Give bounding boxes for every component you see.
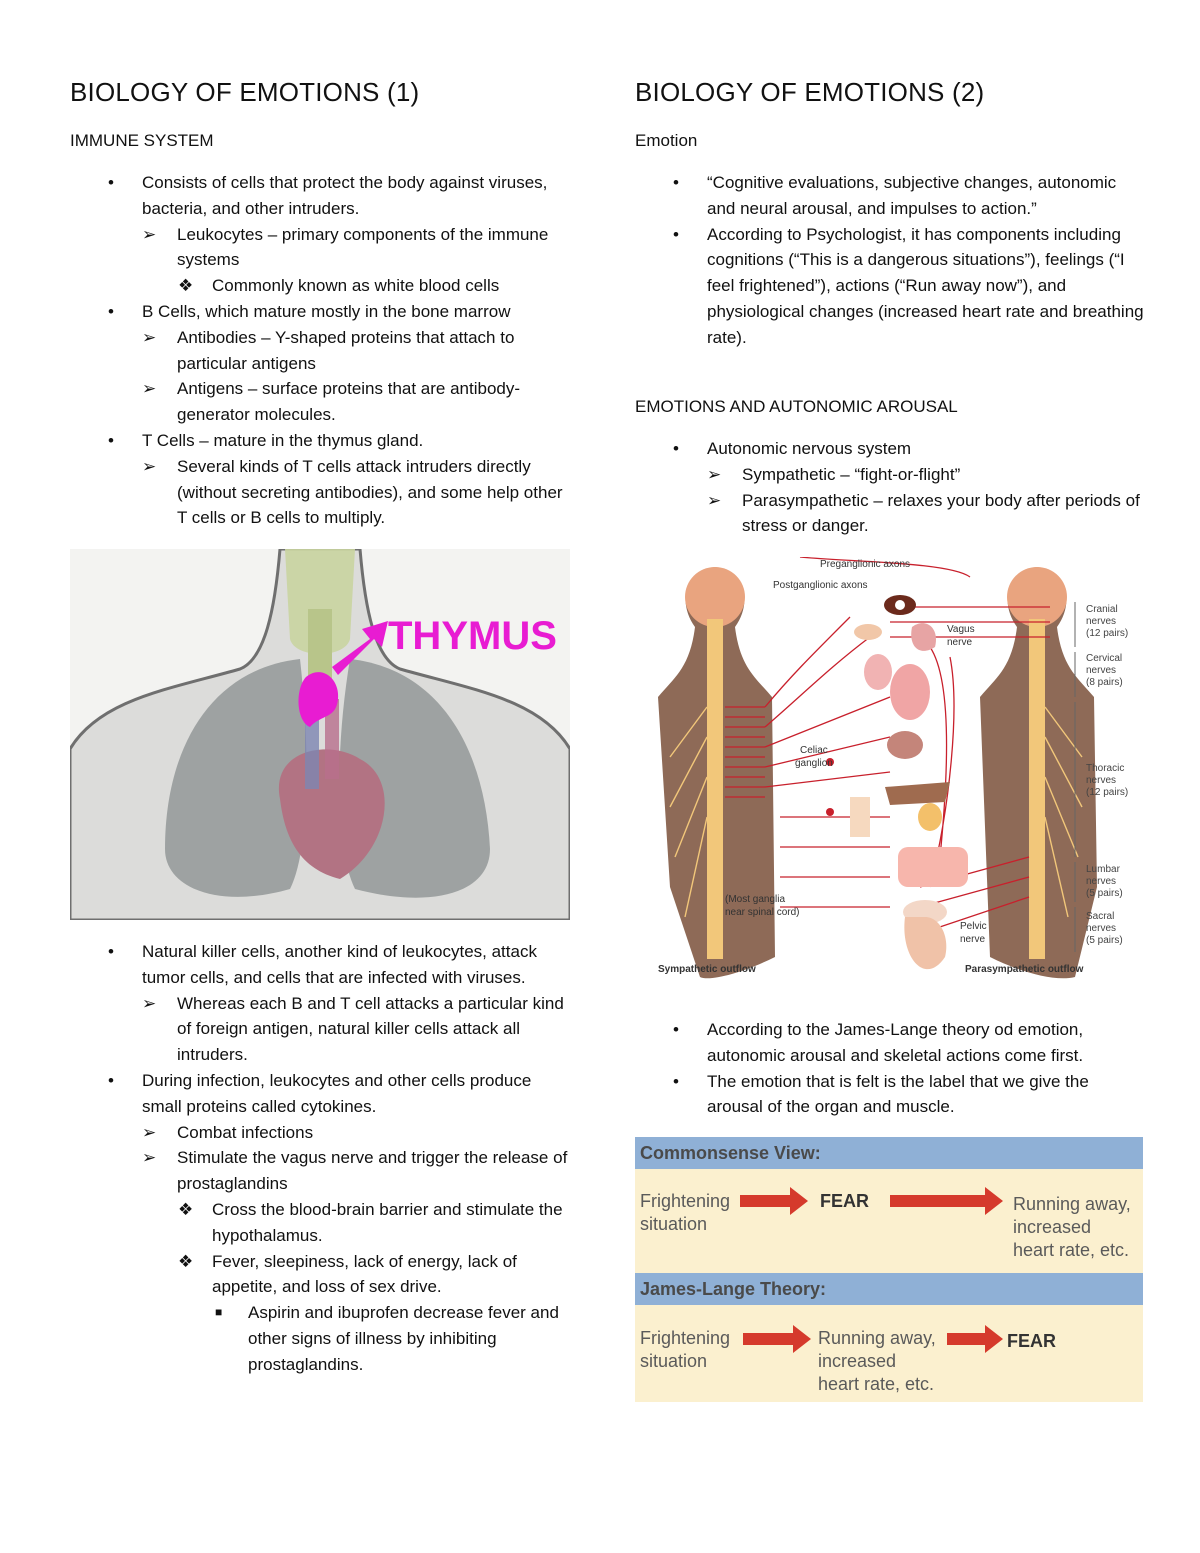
theory-figure xyxy=(635,1137,1143,1402)
cranial-2: nerves xyxy=(1086,616,1117,627)
list-item-text: Aspirin and ibuprofen decrease fever and other signs of illness by inhibiting prostaglandins. xyxy=(248,1303,559,1374)
theory-diagram xyxy=(635,1137,1143,1402)
bullet-marker: ➢ xyxy=(142,993,157,1013)
list-item xyxy=(635,488,1145,540)
page-title-right: BIOLOGY OF EMOTIONS (2) xyxy=(635,77,985,107)
sacral-2: nerves xyxy=(1086,923,1117,934)
lumbar-1: Lumbar xyxy=(1086,864,1120,875)
bullet-marker: • xyxy=(673,173,679,192)
jl-step1-line1: Frightening xyxy=(640,1328,731,1348)
section-heading-emotion: Emotion xyxy=(635,131,698,150)
james-lange-list xyxy=(635,1017,1145,1120)
lumbar-2: nerves xyxy=(1086,876,1117,887)
cranial-3: (12 pairs) xyxy=(1086,628,1129,639)
list-item-text: Whereas each B and T cell attacks a particular kind of foreign antigen, natural killer cells attack all intruders. xyxy=(177,993,564,1065)
celiac-label-1: Celiac xyxy=(800,745,828,756)
bullet-marker: • xyxy=(673,224,679,244)
bullet-marker: • xyxy=(108,430,114,450)
bullet-marker: ➢ xyxy=(142,456,157,476)
sympathetic-outflow-label: Sympathetic outflow xyxy=(658,964,756,975)
list-item xyxy=(635,1017,1145,1069)
common-step3-line1: Running away, xyxy=(1013,1194,1131,1214)
section-heading-autonomic: EMOTIONS AND AUTONOMIC AROUSAL xyxy=(635,397,958,416)
jl-step2-line2: increased xyxy=(818,1351,897,1371)
emotion-list xyxy=(635,170,1145,351)
list-item-text: During infection, leukocytes and other cells produce small proteins called cytokines. xyxy=(142,1070,532,1116)
pelvic-label-1: Pelvic xyxy=(960,921,987,932)
parasympathetic-outflow-label: Parasympathetic outflow xyxy=(965,964,1084,975)
bullet-marker: ➢ xyxy=(142,379,157,399)
bullet-marker: ➢ xyxy=(142,224,157,244)
bullet-marker: • xyxy=(108,1070,114,1090)
autonomic-list xyxy=(635,436,1145,539)
pelvic-label-2: nerve xyxy=(960,934,986,945)
preganglionic-label: Preganglionic axons xyxy=(820,559,911,570)
list-item xyxy=(70,991,570,1068)
bullet-marker: • xyxy=(673,1020,679,1039)
jl-step2-line3: heart rate, etc. xyxy=(818,1374,935,1394)
sacral-3: (5 pairs) xyxy=(1086,935,1123,946)
thymus-label: THYMUS xyxy=(388,614,557,658)
common-step1-line1: Frightening xyxy=(640,1191,731,1211)
most-ganglia-label-1: (Most ganglia xyxy=(725,894,786,905)
list-item-text: Commonly known as white blood cells xyxy=(212,276,500,296)
list-item xyxy=(70,1145,570,1197)
list-item xyxy=(70,376,570,428)
cervical-3: (8 pairs) xyxy=(1086,677,1123,688)
common-step2: FEAR xyxy=(820,1191,869,1211)
vagus-label-1: Vagus xyxy=(947,624,975,635)
immune-list xyxy=(70,170,570,531)
list-item-text: According to the James-Lange theory od emotion, autonomic arousal and skeletal actions come first. xyxy=(707,1020,1084,1065)
bullet-marker: ➢ xyxy=(142,1122,157,1142)
list-item xyxy=(70,454,570,531)
list-item-text: Fever, sleepiness, lack of energy, lack of appetite, and loss of sex drive. xyxy=(212,1251,517,1297)
list-item-text: Parasympathetic – relaxes your body after periods of stress or danger. xyxy=(742,490,1140,536)
list-item-text: Natural killer cells, another kind of leukocytes, attack tumor cells, and cells that are infected with viruses. xyxy=(142,942,537,987)
immune-list-continued xyxy=(70,939,570,1378)
list-item-text: Stimulate the vagus nerve and trigger the release of prostaglandins xyxy=(177,1148,568,1194)
postganglionic-label: Postganglionic axons xyxy=(773,580,868,591)
list-item xyxy=(635,462,1145,488)
list-item-text: Consists of cells that protect the body against viruses, bacteria, and other intruders. xyxy=(142,173,548,218)
bullet-marker: ➢ xyxy=(142,327,157,347)
jl-step3: FEAR xyxy=(1007,1331,1056,1351)
list-item xyxy=(70,170,570,222)
bullet-marker: • xyxy=(673,439,679,458)
common-step3-line3: heart rate, etc. xyxy=(1013,1240,1130,1260)
bullet-marker: ❖ xyxy=(178,1251,194,1271)
list-item-text: According to Psychologist, it has components including cognitions (“This is a dangerous situations”), feelings (“I feel frightened”), actions (“Run away now”), and physiological changes (increased heart rate and breathing rate). xyxy=(707,224,1144,347)
commonsense-title: Commonsense View: xyxy=(640,1143,821,1163)
list-item-text: Leukocytes – primary components of the immune systems xyxy=(177,224,549,270)
list-item xyxy=(635,222,1145,351)
list-item-text: The emotion that is felt is the label that we give the arousal of the organ and muscle. xyxy=(707,1071,1089,1117)
bullet-marker: ■ xyxy=(215,1305,223,1320)
list-item xyxy=(635,1069,1145,1121)
list-item-text: T Cells – mature in the thymus gland. xyxy=(142,430,424,450)
list-item xyxy=(70,273,570,299)
thoracic-3: (12 pairs) xyxy=(1086,787,1129,798)
most-ganglia-label-2: near spinal cord) xyxy=(725,907,800,918)
bullet-marker: • xyxy=(108,942,114,961)
list-item-text: Sympathetic – “fight-or-flight” xyxy=(742,464,961,484)
cervical-2: nerves xyxy=(1086,665,1117,676)
ans-illustration xyxy=(650,557,1150,1000)
thoracic-1: Thoracic xyxy=(1086,763,1125,774)
cervical-1: Cervical xyxy=(1086,653,1123,664)
list-item xyxy=(70,1300,570,1377)
sacral-1: Sacral xyxy=(1086,911,1115,922)
jl-step1-line2: situation xyxy=(640,1351,708,1371)
bullet-marker: ❖ xyxy=(178,1199,194,1219)
list-item xyxy=(70,222,570,274)
list-item xyxy=(70,1197,570,1249)
list-item xyxy=(70,299,570,325)
ans-figure xyxy=(650,557,1150,1000)
list-item-text: Autonomic nervous system xyxy=(707,439,912,458)
list-item-text: Several kinds of T cells attack intruders directly (without secreting antibodies), and some help other T cells or B cells to multiply. xyxy=(177,456,563,528)
cranial-1: Cranial xyxy=(1086,604,1118,615)
list-item-text: Antibodies – Y-shaped proteins that attach to particular antigens xyxy=(177,327,515,373)
thoracic-2: nerves xyxy=(1086,775,1117,786)
list-item xyxy=(70,1120,570,1146)
list-item xyxy=(70,1249,570,1301)
list-item xyxy=(635,436,1145,462)
thymus-illustration xyxy=(70,549,570,920)
lumbar-3: (5 pairs) xyxy=(1086,888,1123,899)
common-step1-line2: situation xyxy=(640,1214,708,1234)
list-item-text: Antigens – surface proteins that are antibody-generator molecules. xyxy=(177,379,521,425)
list-item xyxy=(70,939,570,991)
list-item xyxy=(70,428,570,454)
bullet-marker: ➢ xyxy=(707,464,722,484)
bullet-marker: • xyxy=(108,173,114,192)
list-item xyxy=(70,1068,570,1120)
common-step3-line2: increased xyxy=(1013,1217,1092,1237)
list-item xyxy=(635,170,1145,222)
section-heading-immune: IMMUNE SYSTEM xyxy=(70,131,214,150)
page-title-left: BIOLOGY OF EMOTIONS (1) xyxy=(70,77,420,107)
thymus-figure xyxy=(70,549,570,920)
list-item-text: “Cognitive evaluations, subjective changes, autonomic and neural arousal, and impulses to action.” xyxy=(707,173,1117,218)
bullet-marker: • xyxy=(108,301,114,321)
list-item-text: B Cells, which mature mostly in the bone marrow xyxy=(142,301,511,321)
vagus-label-2: nerve xyxy=(947,637,973,648)
list-item-text: Combat infections xyxy=(177,1122,314,1142)
celiac-label-2: ganglion xyxy=(795,758,833,769)
bullet-marker: ➢ xyxy=(707,490,722,510)
bullet-marker: • xyxy=(673,1071,679,1091)
bullet-marker: ➢ xyxy=(142,1148,157,1168)
jl-step2-line1: Running away, xyxy=(818,1328,936,1348)
list-item-text: Cross the blood-brain barrier and stimulate the hypothalamus. xyxy=(212,1199,563,1245)
list-item xyxy=(70,325,570,377)
bullet-marker: ❖ xyxy=(178,276,194,296)
james-lange-title: James-Lange Theory: xyxy=(640,1279,827,1299)
